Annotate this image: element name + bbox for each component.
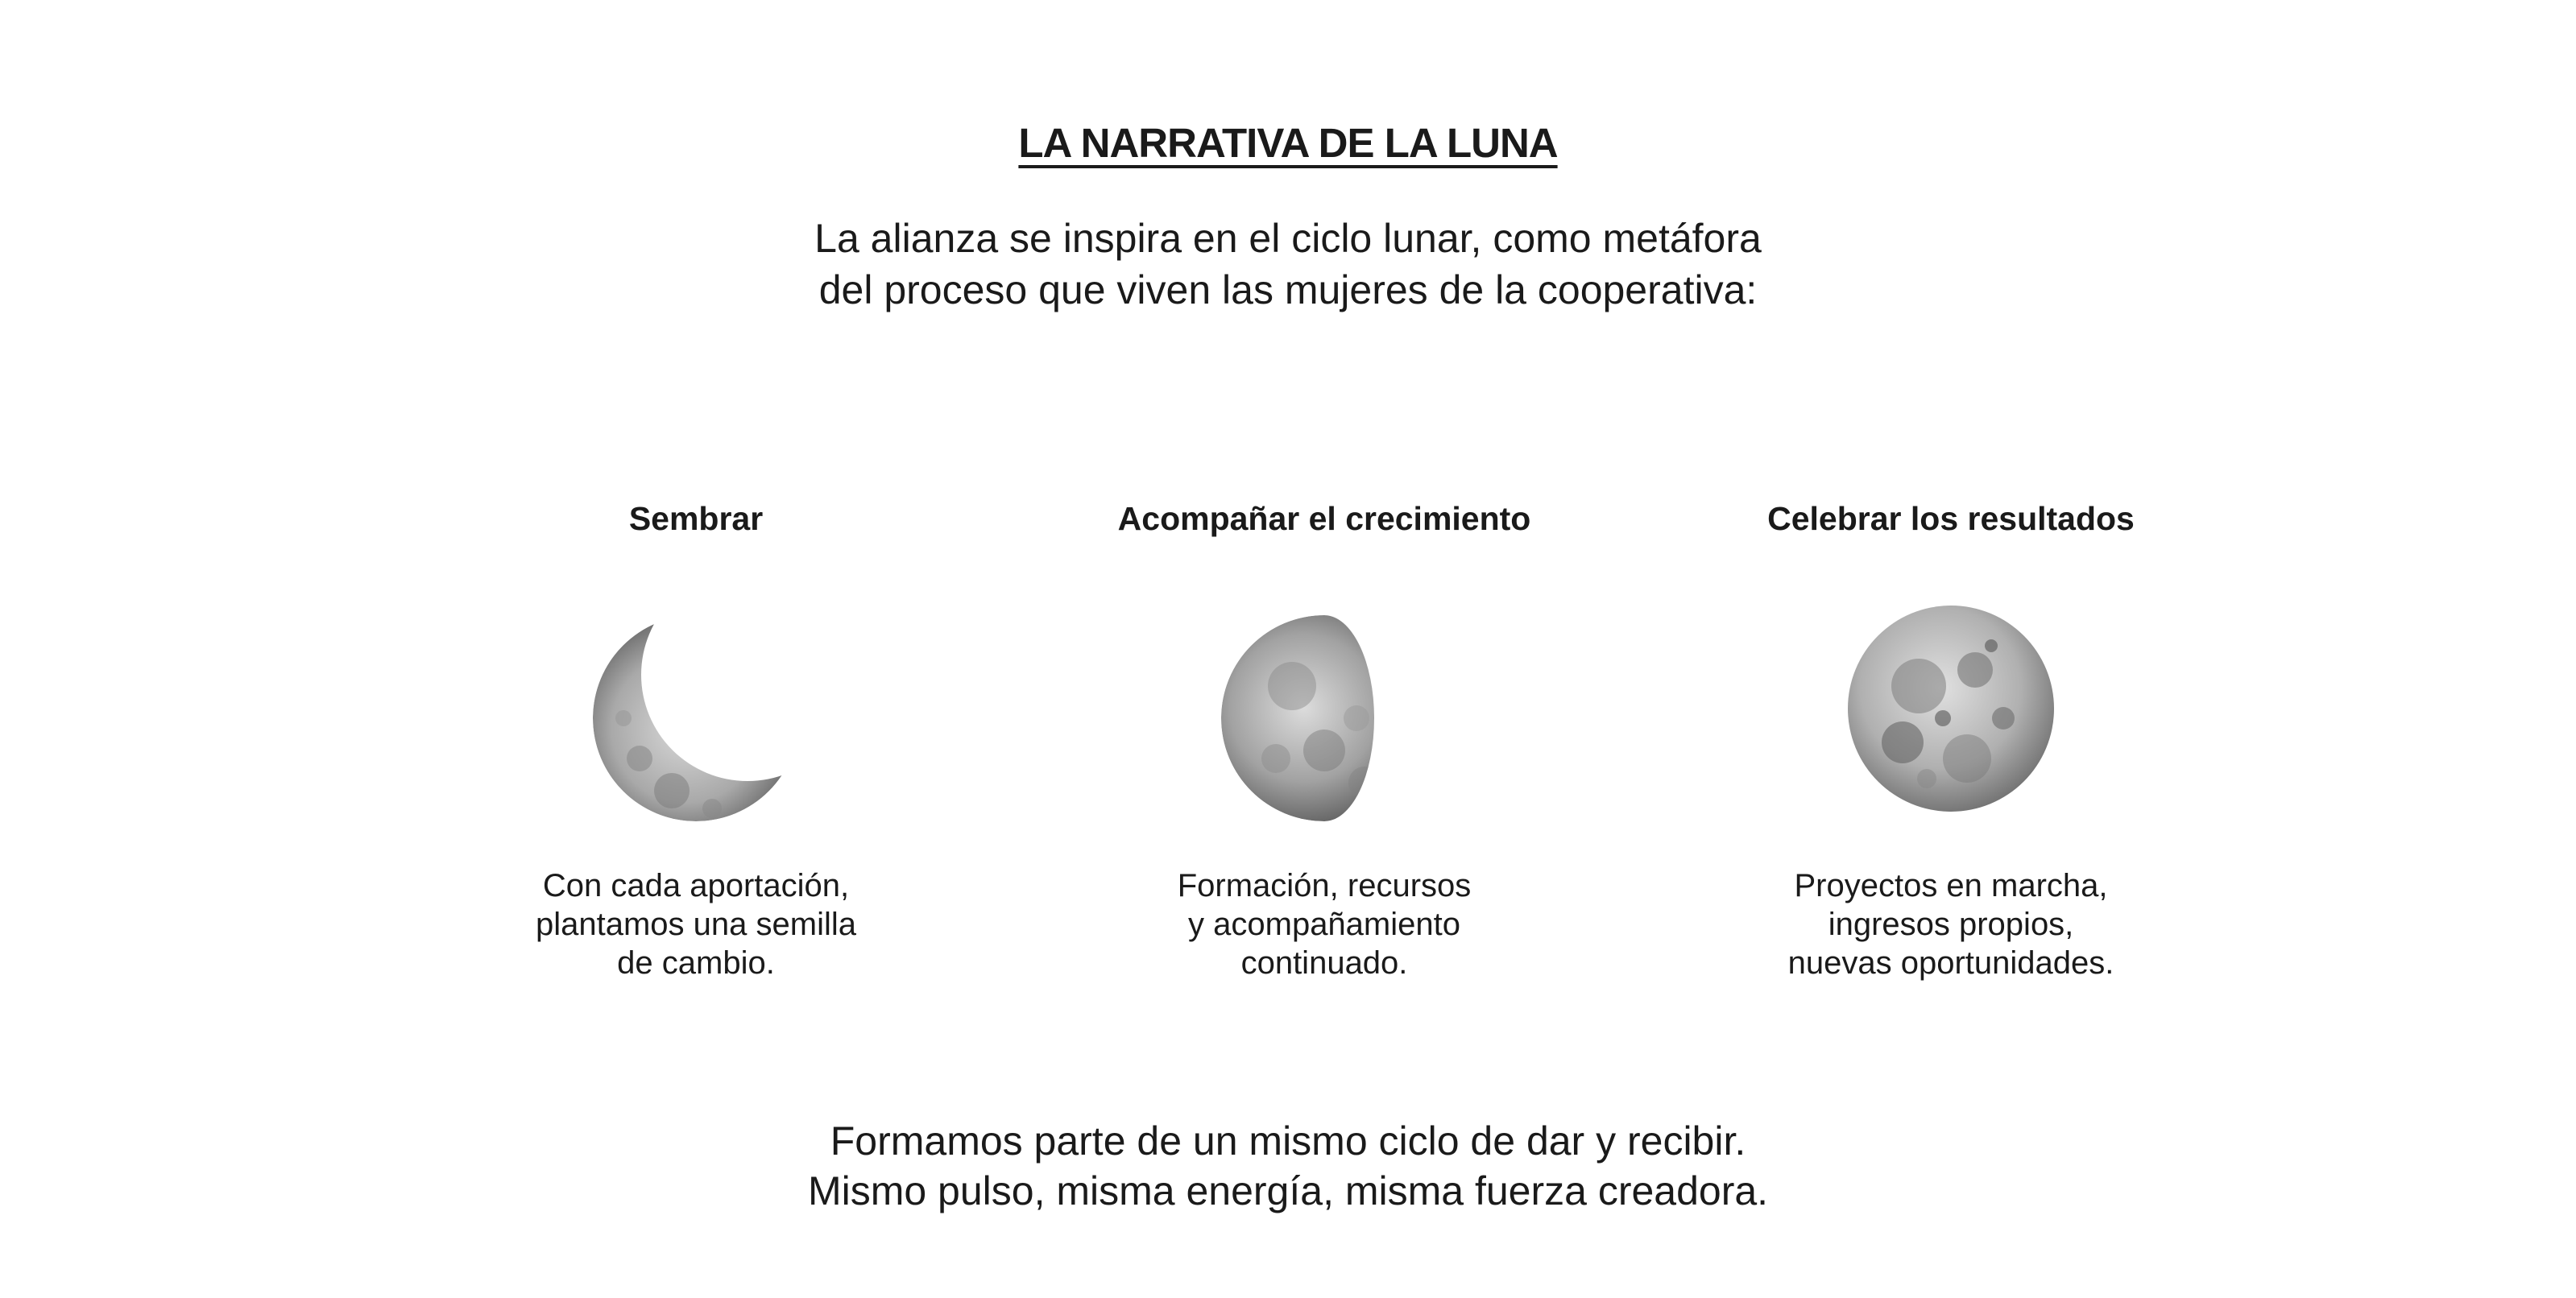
phase-description-line: Formación, recursos	[1177, 868, 1472, 903]
phase-description	[1645, 866, 2257, 982]
phase-sembrar	[390, 496, 1002, 982]
phase-description-line: nuevas oportunidades.	[1787, 945, 2114, 981]
closing-text	[0, 1116, 2576, 1216]
phase-description-line: Con cada aportación,	[542, 868, 850, 903]
crescent-moon-icon	[575, 597, 817, 839]
phase-description	[1018, 866, 1630, 982]
phase-heading: Sembrar	[628, 500, 764, 537]
closing-line: Mismo pulso, misma energía, misma fuerza creadora.	[807, 1168, 1769, 1213]
phase-heading: Celebrar los resultados	[1767, 500, 2135, 537]
phase-description-line: continuado.	[1240, 945, 1408, 981]
phase-heading: Acompañar el crecimiento	[1117, 500, 1531, 537]
intro-line: del proceso que viven las mujeres de la cooperativa:	[818, 267, 1758, 312]
full-moon-icon	[1830, 597, 2072, 839]
closing-line: Formamos parte de un mismo ciclo de dar y recibir.	[830, 1118, 1746, 1164]
phase-description-line: plantamos una semilla	[536, 907, 856, 942]
page-title: LA NARRATIVA DE LA LUNA	[1018, 120, 1558, 166]
phase-description	[390, 866, 1002, 982]
phase-description-line: de cambio.	[617, 945, 775, 981]
intro-line: La alianza se inspira en el ciclo lunar, como metáfora	[814, 216, 1762, 261]
phase-acompanar	[1018, 496, 1630, 982]
phase-celebrar	[1645, 496, 2257, 982]
phase-description-line: y acompañamiento	[1188, 907, 1460, 942]
phase-description-line: ingresos propios,	[1828, 907, 2074, 942]
phase-description-line: Proyectos en marcha,	[1794, 868, 2108, 903]
intro-text	[0, 213, 2576, 316]
gibbous-moon-icon	[1203, 597, 1445, 839]
